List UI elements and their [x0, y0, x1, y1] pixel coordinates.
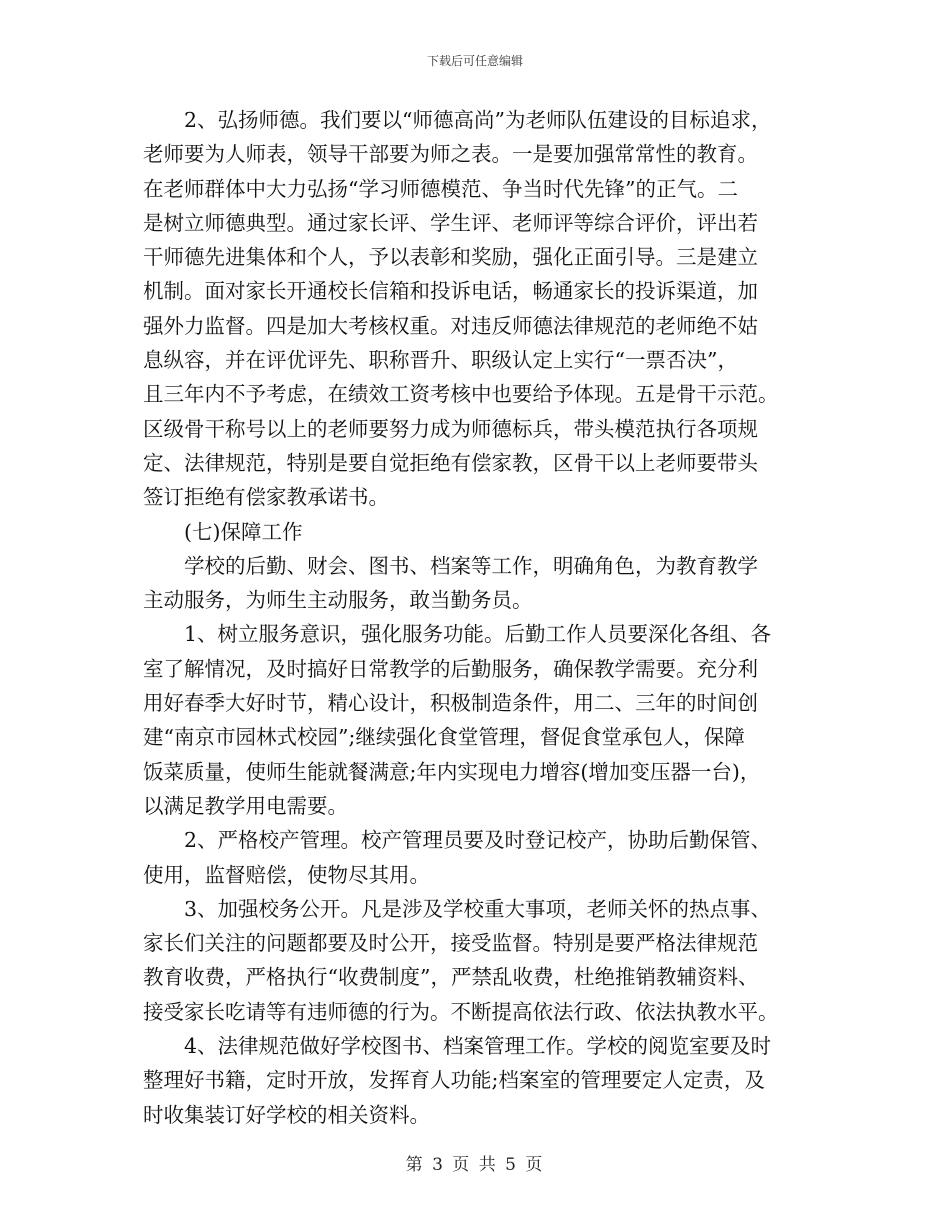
text-line: 使用，监督赔偿，使物尽其用。: [143, 862, 430, 887]
text-line: 1、树立服务意识，强化服务功能。后勤工作人员要深化各组、各: [143, 622, 772, 647]
text-line: 以满足教学用电需要。: [143, 793, 348, 818]
text-line: 且三年内不予考虑，在绩效工资考核中也要给予体现。五是骨干示范。: [143, 382, 779, 407]
text-line: 区级骨干称号以上的老师要努力成为师德标兵，带头模范执行各项规: [143, 416, 758, 441]
text-line: 主动服务，为师生主动服务，敢当勤务员。: [143, 588, 533, 613]
text-line: 老师要为人师表，领导干部要为师之表。一是要加强常常性的教育。: [143, 142, 758, 167]
text-line: 教育收费，严格执行“收费制度”，严禁乱收费，杜绝推销教辅资料、: [143, 965, 759, 990]
text-line: 在老师群体中大力弘扬“学习师德模范、争当时代先锋”的正气。二: [143, 176, 738, 201]
text-line: 整理好书籍，定时开放，发挥育人功能;档案室的管理要定人定责，及: [143, 1068, 765, 1093]
text-line: 干师德先进集体和个人，予以表彰和奖励，强化正面引导。三是建立: [143, 245, 758, 270]
document-body: [143, 103, 833, 1132]
text-line: 2、严格校产管理。校产管理员要及时登记校产，协助后勤保管、: [143, 828, 772, 853]
text-line: 定、法律规范，特别是要自觉拒绝有偿家教，区骨干以上老师要带头: [143, 450, 758, 475]
text-line: 机制。面对家长开通校长信箱和投诉电话，畅通家长的投诉渠道，加: [143, 279, 758, 304]
text-line: 建“南京市园林式校园”;继续强化食堂管理，督促食堂承包人，保障: [143, 725, 745, 750]
text-line: 强外力监督。四是加大考核权重。对违反师德法律规范的老师绝不姑: [143, 313, 758, 338]
text-line: 签订拒绝有偿家教承诺书。: [143, 485, 389, 510]
text-line: 室了解情况，及时搞好日常教学的后勤服务，确保教学需要。充分利: [143, 656, 758, 681]
text-line: 用好春季大好时节，精心设计，积极制造条件，用二、三年的时间创: [143, 691, 758, 716]
text-line: 时收集装订好学校的相关资料。: [143, 1102, 430, 1127]
page-number: 第 3 页 共 5 页: [405, 1155, 545, 1175]
text-line: 接受家长吃请等有违师德的行为。不断提高依法行政、依法执教水平。: [143, 999, 779, 1024]
text-line: 2、弘扬师德。我们要以“师德高尚”为老师队伍建设的目标追求，: [143, 108, 772, 132]
text-line: 4、法律规范做好学校图书、档案管理工作。学校的阅览室要及时: [143, 1034, 772, 1059]
text-line: 家长们关注的问题都要及时公开，接受监督。特别是要严格法律规范: [143, 931, 758, 956]
text-line: 学校的后勤、财会、图书、档案等工作，明确角色，为教育教学: [143, 553, 758, 578]
text-line: 3、加强校务公开。凡是涉及学校重大事项，老师关怀的热点事、: [143, 896, 772, 921]
page-header-note: 下载后可任意编辑: [426, 54, 523, 68]
text-line: (七)保障工作: [143, 519, 303, 544]
text-line: 息纵容，并在评优评先、职称晋升、职级认定上实行“一票否决”，: [143, 348, 738, 373]
text-line: 是树立师德典型。通过家长评、学生评、老师评等综合评价，评出若: [143, 210, 758, 235]
text-line: 饭菜质量，使师生能就餐满意;年内实现电力增容(增加变压器一台)，: [143, 759, 761, 784]
